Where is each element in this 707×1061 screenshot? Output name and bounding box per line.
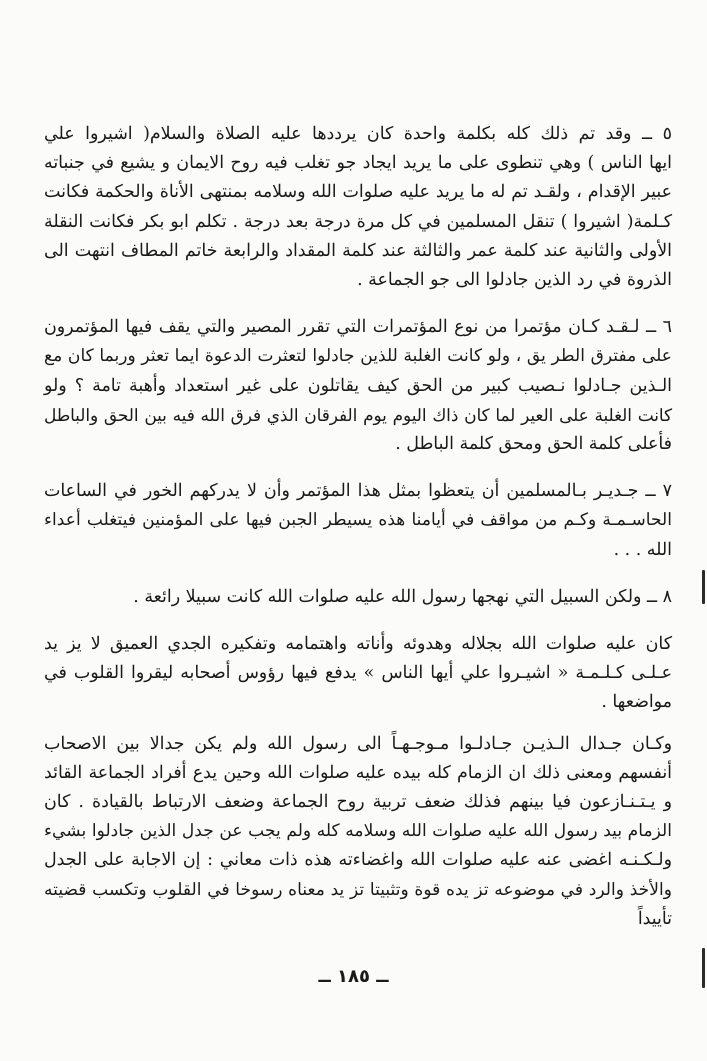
text-line: الـذين جـادلوا نـصيب كبير من الحق كيف يقاتلون على غير استعداد وأهبة تامة ؟ ولو	[44, 375, 672, 396]
paragraph-6	[44, 313, 672, 459]
text-line: ٦ ــ لـقـد كـان مؤتمرا من نوع المؤتمرات التي تقرر المصير والتي يقف فيها المؤتمرون	[44, 317, 672, 338]
text-line: الأولى والثانية عند كلمة عمر والثالثة عند كلمة المقداد والرابعة خاتم المطاف انتهت الى	[44, 240, 672, 261]
text-line: الذروة في رد الذين جادلوا الى جو الجماعة .	[357, 270, 672, 291]
text-line: تأييداً	[637, 908, 672, 929]
paragraph-8	[44, 583, 672, 612]
text-line: ولـكـنـه اغضى عنه عليه صلوات الله واغضاءته هذه ذات معاني : إن الاجابة على الجدل	[44, 850, 672, 871]
text-line: ٨ ــ ولكن السبيل التي نهجها رسول الله عليه صلوات الله كانت سبيلا رائعة .	[133, 586, 672, 607]
text-line: عبير الإقدام ، ولقـد تم له ما يريد عليه صلوات الله وسلامه بمنتهى الأناة والحكمة فكانت	[44, 182, 672, 203]
text-line: ٥ ــ وقد تم ذلك كله بكلمة واحدة كان يرددها عليه الصلاة والسلام( اشيروا علي	[44, 124, 672, 144]
text-line: عـلـى كـلـمـة « اشيـروا علي أيها الناس » يدفع فيها رؤوس أصحابه ليقروا القلوب في	[44, 663, 672, 684]
page-number: ــ ١٨٥ ــ	[318, 966, 389, 987]
text-line: الله . . .	[613, 539, 672, 560]
text-line: على مفترق الطر يق ، ولو كانت الغلبة للذين جادلوا لتعثرت الدعوة ايما تعثر وربما كان مع	[44, 346, 672, 367]
text-line: كانت الغلبة على العير لما كان ذاك اليوم يوم الفرقان الذي فرق الله فيه بين الحق والباطل	[44, 404, 672, 425]
paragraph-argument	[44, 730, 672, 934]
text-line: ٧ ــ جـديـر بـالمسلمين أن يتعظوا بمثل هذا المؤتمر وأن لا يدركهم الخور في الساعات	[44, 481, 672, 502]
text-line: كان عليه صلوات الله بجلاله وهدوئه وأناته واهتمامه وتفكيره الجدي العميق لا يز يد	[44, 634, 672, 655]
scan-edge-mark	[702, 570, 705, 604]
text-line: الحاسـمـة وكـم من مواقف في أيامنا هذه يسيطر الجبن فيها على المؤمنين فيتغلب أعداء	[44, 510, 672, 531]
text-line: و يـتـنـازعون فيا بينهم فذلك ضعف تربية روح الجماعة وضعف الارتباط بالقيادة . كان	[44, 792, 672, 813]
text-line: والأخذ والرد في موضوعه تز يده قوة وتثبيتا تز يد معناه رسوخا في القلوب وتكسب قضيته	[44, 879, 672, 900]
text-line: الزمام بيد رسول الله عليه صلوات الله وسلامه كله ولم يجب عن جدل الذين جادلوا بشيء	[44, 821, 672, 842]
text-line: كـلمة( اشيروا ) تنقل المسلمين في كل مرة درجة بعد درجة . تكلم ابو بكر فكانت النقلة	[44, 211, 672, 232]
paragraph-7	[44, 477, 672, 565]
text-line: مواضعها .	[601, 692, 672, 713]
paragraph-restraint	[44, 630, 672, 718]
text-line: ايها الناس ) وهي تنطوى على ما يريد ايجاد جو تغلب فيه روح الايمان و يشيع في جنباته	[44, 153, 672, 174]
text-line: أنفسهم ومعنى ذلك ان الزمام كله بيده عليه صلوات الله وحين يدع أفراد الجماعة القائد	[44, 762, 672, 783]
text-line: وكـان جـدال الـذيـن جـادلـوا مـوجـهـاً الى رسول الله ولم يكن جدالا بين الاصحاب	[44, 733, 672, 754]
page-body	[44, 120, 672, 952]
scan-edge-mark	[702, 948, 705, 988]
text-line: فأعلى كلمة الحق ومحق كلمة الباطل .	[395, 434, 672, 455]
paragraph-5	[44, 120, 672, 295]
